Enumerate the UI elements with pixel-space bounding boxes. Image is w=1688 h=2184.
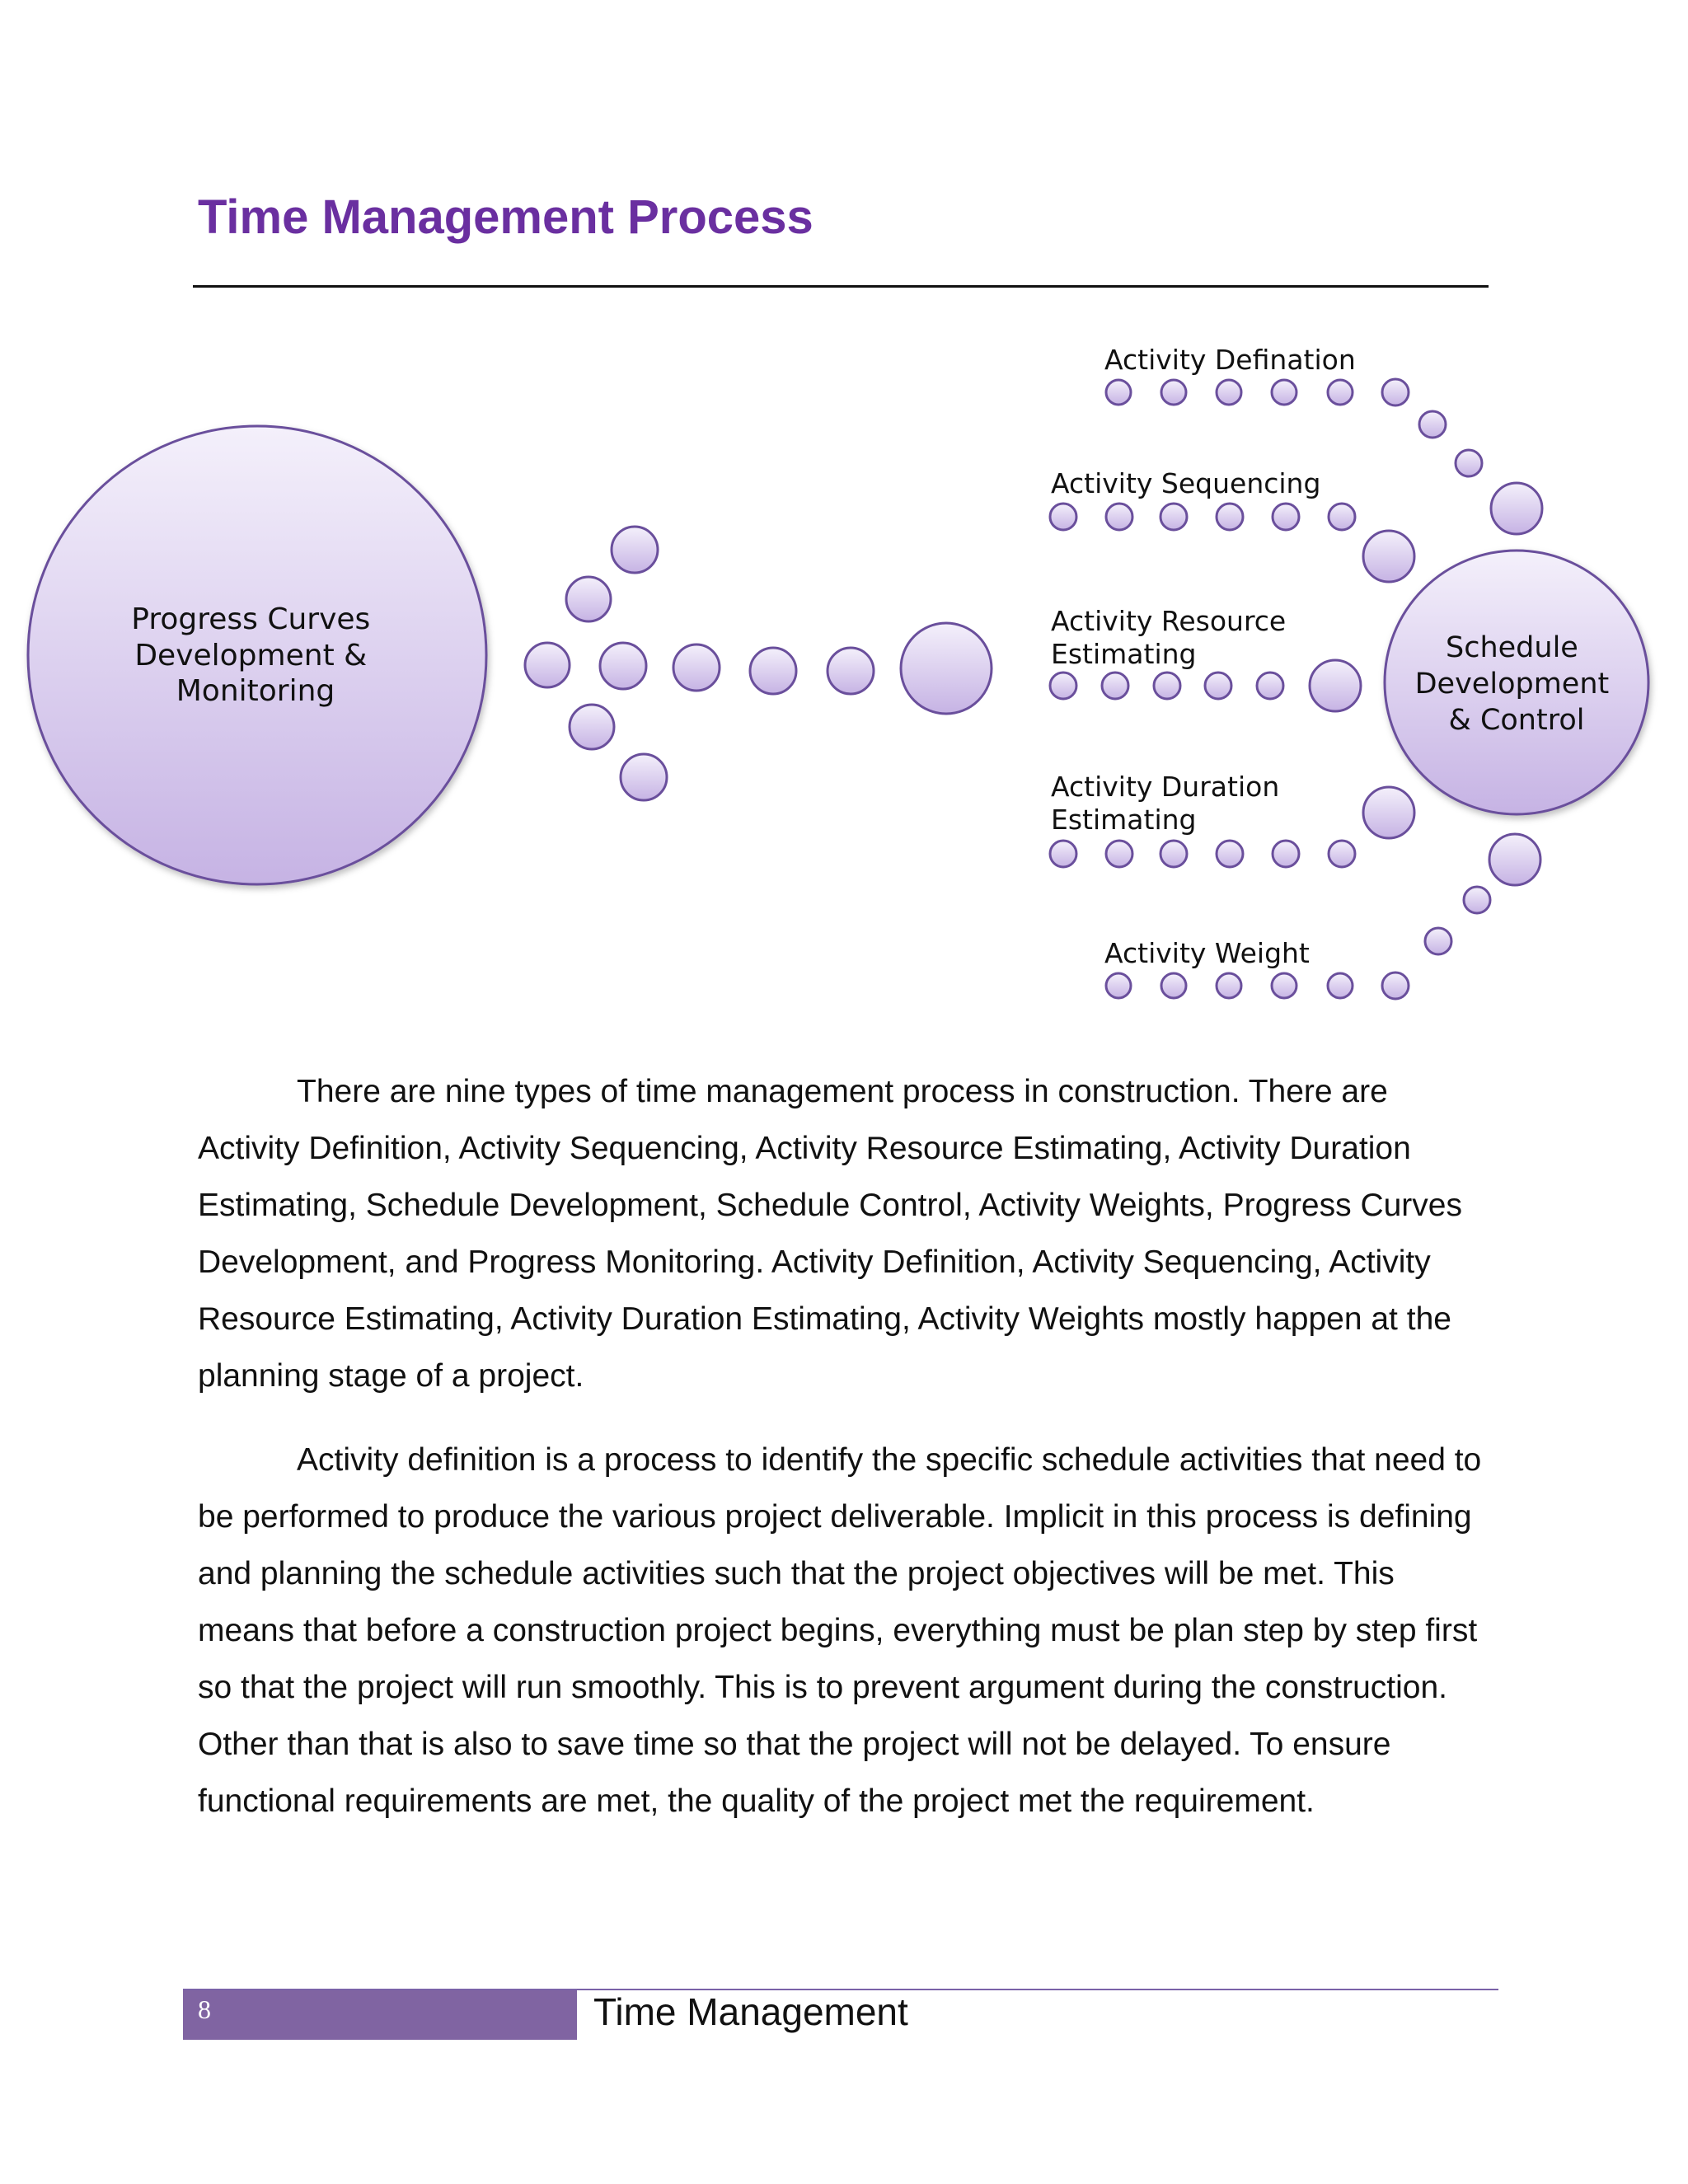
footer-title: Time Management bbox=[593, 1990, 908, 2033]
activity-sequencing-label: Activity Sequencing bbox=[1051, 467, 1321, 499]
activity-resource-row bbox=[1050, 605, 1361, 711]
body-text bbox=[198, 1063, 1485, 1857]
activity-resource-label: Activity Resource Estimating bbox=[1051, 605, 1287, 670]
footer-bar bbox=[183, 1990, 577, 2040]
activity-weight-label: Activity Weight bbox=[1104, 937, 1310, 969]
progress-curves-label: Progress Curves Development & Monitoring bbox=[131, 602, 371, 708]
progress-curves-node bbox=[28, 426, 486, 884]
activity-definition-label: Activity Defination bbox=[1104, 344, 1356, 376]
page-title: Time Management Process bbox=[198, 190, 814, 244]
activity-sequencing-row bbox=[1050, 467, 1414, 582]
progress-arrow bbox=[525, 527, 992, 800]
paragraph-1: There are nine types of time management process in construction. There are Activity Definition, Activity Sequencing, Activity Resource Estimating, Activity Duration Estimating, Schedule Development, Schedule Control, Activity Weights, Progress Curves Development, and Progress Monitoring. Activity Definition, Activity Sequencing, Activity Resource Estimating, Activity Duration Estimating, Activity Weights mostly happen at the planning stage of a project. bbox=[198, 1074, 1462, 1394]
title-divider bbox=[193, 285, 1489, 288]
schedule-development-label: Schedule Development & Control bbox=[1414, 631, 1610, 737]
page-number: 8 bbox=[198, 1994, 211, 2024]
activity-duration-row bbox=[1050, 771, 1414, 867]
paragraph-2: Activity definition is a process to identify the specific schedule activities that need to be performed to produce the various project deliverable. Implicit in this process is defining and planning the schedule activities such that the project objectives will be met. This means that before a construction project begins, everything must be plan step by step first so that the project will run smoothly. This is to prevent argument during the construction. Other than that is also to save time so that the project will not be delayed. To ensure functional requirements are met, the quality of the project met the requirement. bbox=[198, 1442, 1482, 1819]
activity-duration-label: Activity Duration Estimating bbox=[1051, 771, 1280, 836]
schedule-development-node bbox=[1385, 551, 1648, 814]
process-diagram bbox=[0, 330, 1688, 1022]
